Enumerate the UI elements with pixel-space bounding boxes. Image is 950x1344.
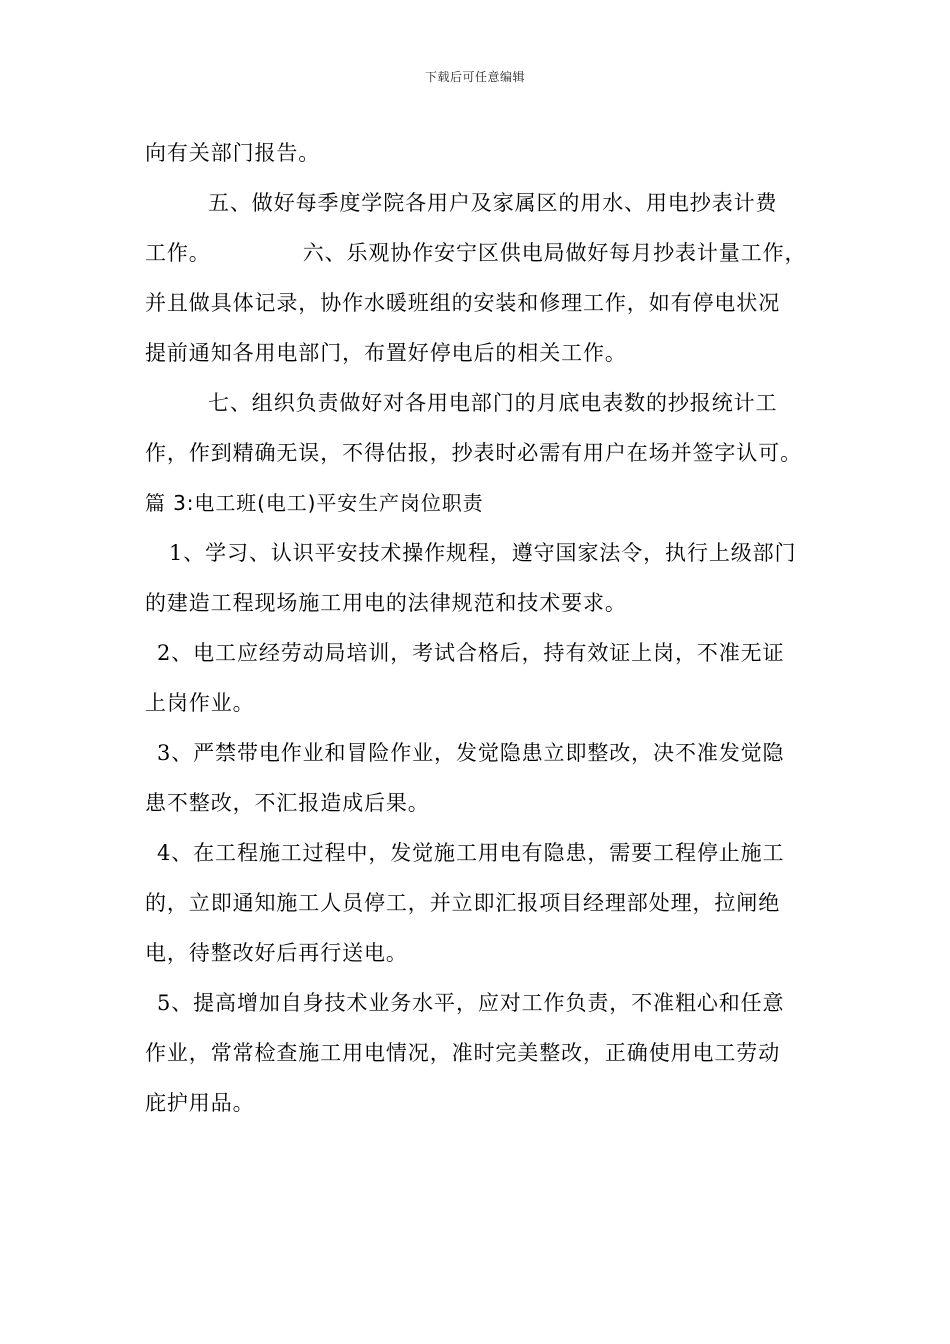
paragraph-line: 4、在工程施工过程中，发觉施工用电有隐患，需要工程停止施工 <box>157 841 785 865</box>
paragraph-line: 2、电工应经劳动局培训，考试合格后，持有效证上岗，不准无证 <box>157 641 785 665</box>
paragraph-line: 电，待整改好后再行送电。 <box>145 941 408 965</box>
paragraph-line <box>145 228 810 278</box>
paragraph-line: 作业，常常检查施工用电情况，准时完美整改，正确使用电工劳动 <box>145 1041 781 1065</box>
paragraph-line: 向有关部门报告。 <box>145 141 321 165</box>
paragraph-line: 的，立即通知施工人员停工，并立即汇报项目经理部处理，拉闸绝 <box>145 891 781 915</box>
paragraph-fragment: 工作。 <box>145 241 211 265</box>
paragraph-line: 五、做好每季度学院各用户及家属区的用水、用电抄表计费 <box>208 191 778 215</box>
paragraph-line: 1、学习、认识平安技术操作规程，遵守国家法令，执行上级部门 <box>169 541 797 565</box>
paragraph-line: 并且做具体记录，协作水暖班组的安装和修理工作，如有停电状况 <box>145 291 781 315</box>
paragraph-line: 上岗作业。 <box>145 691 255 715</box>
section-heading: 篇 3:电工班(电工)平安生产岗位职责 <box>145 491 484 515</box>
page-header: 下载后可任意编辑 <box>424 70 525 84</box>
paragraph-line: 患不整改，不汇报造成后果。 <box>145 791 430 815</box>
paragraph-fragment: 六、乐观协作安宁区供电局做好每月抄表计量工作， <box>302 241 807 265</box>
paragraph-line: 的建造工程现场施工用电的法律规范和技术要求。 <box>145 591 627 615</box>
paragraph-line: 3、严禁带电作业和冒险作业，发觉隐患立即整改，决不准发觉隐 <box>157 741 785 765</box>
paragraph-line: 庇护用品。 <box>145 1091 255 1115</box>
paragraph-line: 5、提高增加自身技术业务水平，应对工作负责，不准粗心和任意 <box>157 991 785 1015</box>
paragraph-line: 提前通知各用电部门，布置好停电后的相关工作。 <box>145 341 627 365</box>
paragraph-line: 七、组织负责做好对各用电部门的月底电表数的抄报统计工 <box>208 391 778 415</box>
paragraph-line: 作，作到精确无误，不得估报，抄表时必需有用户在场并签字认可。 <box>145 441 802 465</box>
document-body <box>145 128 810 1128</box>
